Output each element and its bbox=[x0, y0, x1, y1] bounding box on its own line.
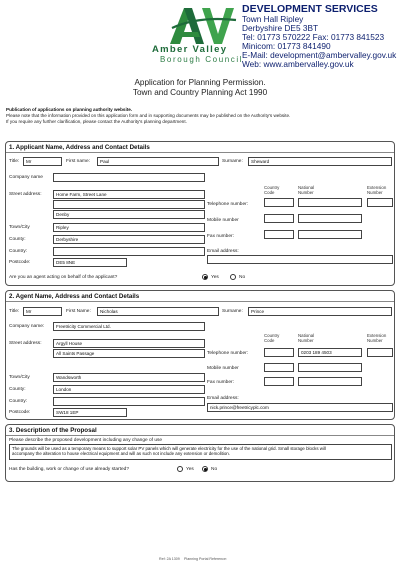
first-name-label: First name: bbox=[66, 159, 90, 164]
logo-subtitle: Borough Council bbox=[160, 55, 244, 64]
section-divider bbox=[6, 152, 394, 153]
started-no-label: No bbox=[211, 467, 218, 472]
national-number-header: National Number bbox=[298, 185, 315, 195]
agent-tel-country-code[interactable] bbox=[264, 348, 294, 357]
county-label: County: bbox=[9, 237, 26, 242]
proposal-prompt: Please describe the proposed development including any change of use bbox=[9, 438, 163, 443]
agent-country-field[interactable] bbox=[53, 397, 205, 406]
postcode-label: Postcode: bbox=[9, 260, 31, 265]
amber-valley-logo bbox=[168, 6, 238, 46]
publication-note: Please note that the information provided on this application form and in supporting documents may be published on the Authority's website. bbox=[6, 113, 291, 118]
applicant-first-name-field[interactable]: Paul bbox=[97, 157, 219, 166]
publication-note: If you require any further clarification, please contact the Authority's planning department. bbox=[6, 119, 187, 124]
started-no-radio[interactable] bbox=[202, 466, 208, 472]
applicant-mobile-number[interactable] bbox=[298, 214, 362, 223]
agent-yes-radio[interactable] bbox=[202, 274, 208, 280]
proposal-description-field[interactable] bbox=[9, 444, 392, 460]
agent-company-field[interactable]: Freetricity Commercial Ltd. bbox=[53, 322, 205, 331]
logo-name: Amber Valley bbox=[152, 44, 228, 55]
section-title: 3. Description of the Proposal bbox=[9, 427, 97, 434]
work-started-question: Has the building, work or change of use already started? bbox=[9, 467, 129, 472]
mobile-label: Mobile number bbox=[207, 366, 239, 371]
email-label: Email address: bbox=[207, 396, 239, 401]
telephone-label: Telephone number: bbox=[207, 351, 249, 356]
applicant-surname-field[interactable]: Sheward bbox=[248, 157, 392, 166]
footer-reference: Ref: 2A 1309 bbox=[159, 557, 180, 561]
agent-title-field[interactable]: Mr bbox=[23, 307, 62, 316]
postcode-label: Postcode: bbox=[9, 410, 31, 415]
department-name: DEVELOPMENT SERVICES bbox=[242, 3, 378, 15]
town-label: Town/City bbox=[9, 375, 30, 380]
phone-line: Tel: 01773 570222 Fax: 01773 841523 bbox=[242, 32, 385, 42]
agent-fax-number[interactable] bbox=[298, 377, 362, 386]
country-code-header: Country Code bbox=[264, 333, 280, 343]
county-label: County: bbox=[9, 387, 26, 392]
agent-first-name-field[interactable]: Nicholas bbox=[97, 307, 219, 316]
country-label: Country: bbox=[9, 399, 28, 404]
agent-email-field[interactable]: nick.prince@freetricyplc.com bbox=[207, 403, 393, 412]
agent-town-field[interactable]: Wandsworth bbox=[53, 373, 205, 382]
document-subtitle: Town and Country Planning Act 1990 bbox=[132, 88, 268, 97]
agent-no-radio[interactable] bbox=[230, 274, 236, 280]
applicant-section bbox=[5, 141, 395, 286]
agent-surname-field[interactable]: Prince bbox=[248, 307, 392, 316]
company-label: Company name bbox=[9, 175, 43, 180]
agent-street-line2[interactable]: All Saints Passage bbox=[53, 349, 205, 358]
extension-header: Extension Number bbox=[367, 333, 387, 343]
applicant-tel-number[interactable] bbox=[298, 198, 362, 207]
street-label: Street address: bbox=[9, 341, 42, 346]
section-divider bbox=[6, 435, 394, 436]
fax-label: Fax number: bbox=[207, 234, 234, 239]
extension-header: Extension Number bbox=[367, 185, 387, 195]
applicant-town-field[interactable]: Ripley bbox=[53, 223, 205, 232]
agent-mobile-number[interactable] bbox=[298, 363, 362, 372]
agent-tel-extension[interactable] bbox=[367, 348, 393, 357]
applicant-postcode-field[interactable]: DE5 8NE bbox=[53, 258, 127, 267]
agent-postcode-field[interactable]: SW18 1EP bbox=[53, 408, 127, 417]
footer-portal-reference: Planning Portal Reference: bbox=[184, 557, 227, 561]
applicant-country-field[interactable] bbox=[53, 247, 205, 256]
description-line: The grounds will be used as a temporary means to support solar PV panels which will generate electricity for the use of the national grid. Small storage blocks will bbox=[12, 446, 326, 451]
section-divider bbox=[6, 301, 394, 302]
description-line: accompany the alteration to house electrical equipment and will as such not include any extension or demolition. bbox=[12, 451, 230, 457]
title-label: Title: bbox=[9, 159, 20, 164]
agent-yes-label: Yes bbox=[211, 275, 219, 280]
country-label: Country: bbox=[9, 249, 28, 254]
agent-tel-number[interactable]: 0203 189 4503 bbox=[298, 348, 362, 357]
started-yes-label: Yes bbox=[186, 467, 194, 472]
address-line: Derbyshire DE5 3BT bbox=[242, 23, 319, 33]
agent-section bbox=[5, 290, 395, 420]
town-label: Town/City bbox=[9, 225, 30, 230]
document-title: Application for Planning Permission. bbox=[134, 78, 266, 87]
applicant-fax-number[interactable] bbox=[298, 230, 362, 239]
agent-fax-country-code[interactable] bbox=[264, 377, 294, 386]
av-logo-icon bbox=[168, 6, 238, 46]
telephone-label: Telephone number: bbox=[207, 202, 249, 207]
country-code-header: Country Code bbox=[264, 185, 280, 195]
web-line: Web: www.ambervalley.gov.uk bbox=[242, 59, 354, 69]
mobile-label: Mobile number bbox=[207, 218, 239, 223]
applicant-tel-extension[interactable] bbox=[367, 198, 393, 207]
applicant-fax-country-code[interactable] bbox=[264, 230, 294, 239]
proposal-section bbox=[5, 424, 395, 482]
section-title: 2. Agent Name, Address and Contact Details bbox=[9, 293, 140, 300]
surname-label: Surname: bbox=[222, 309, 243, 314]
company-label: Company name: bbox=[9, 324, 45, 329]
applicant-tel-country-code[interactable] bbox=[264, 198, 294, 207]
started-yes-radio[interactable] bbox=[177, 466, 183, 472]
applicant-county-field[interactable]: Derbyshire bbox=[53, 235, 205, 244]
first-name-label: First Name: bbox=[66, 309, 91, 314]
applicant-title-field[interactable]: Mr bbox=[23, 157, 62, 166]
street-label: Street address: bbox=[9, 192, 42, 197]
agent-no-label: No bbox=[239, 275, 246, 280]
minicom-line: Minicom: 01773 841490 bbox=[242, 41, 331, 51]
email-line: E-Mail: development@ambervalley.gov.uk bbox=[242, 50, 397, 60]
applicant-mobile-country-code[interactable] bbox=[264, 214, 294, 223]
agent-county-field[interactable]: London bbox=[53, 385, 205, 394]
applicant-street-line3[interactable]: Denby bbox=[53, 210, 205, 219]
agent-street-line1[interactable]: Argyll House bbox=[53, 339, 205, 348]
section-title: 1. Applicant Name, Address and Contact Details bbox=[9, 144, 150, 151]
title-label: Title: bbox=[9, 309, 20, 314]
applicant-street-line1[interactable]: Home Farm, Street Lane bbox=[53, 190, 205, 199]
agent-question: Are you an agent acting on behalf of the applicant? bbox=[9, 275, 118, 280]
email-label: Email address: bbox=[207, 249, 239, 254]
address-line: Town Hall Ripley bbox=[242, 14, 304, 24]
publication-heading: Publication of applications on planning authority website. bbox=[6, 107, 133, 112]
applicant-street-line2[interactable] bbox=[53, 200, 205, 209]
national-number-header: National Number bbox=[298, 333, 315, 343]
agent-mobile-country-code[interactable] bbox=[264, 363, 294, 372]
applicant-email-field[interactable] bbox=[207, 255, 393, 264]
fax-label: Fax number: bbox=[207, 380, 234, 385]
surname-label: Surname: bbox=[222, 159, 243, 164]
applicant-company-field[interactable] bbox=[53, 173, 205, 182]
